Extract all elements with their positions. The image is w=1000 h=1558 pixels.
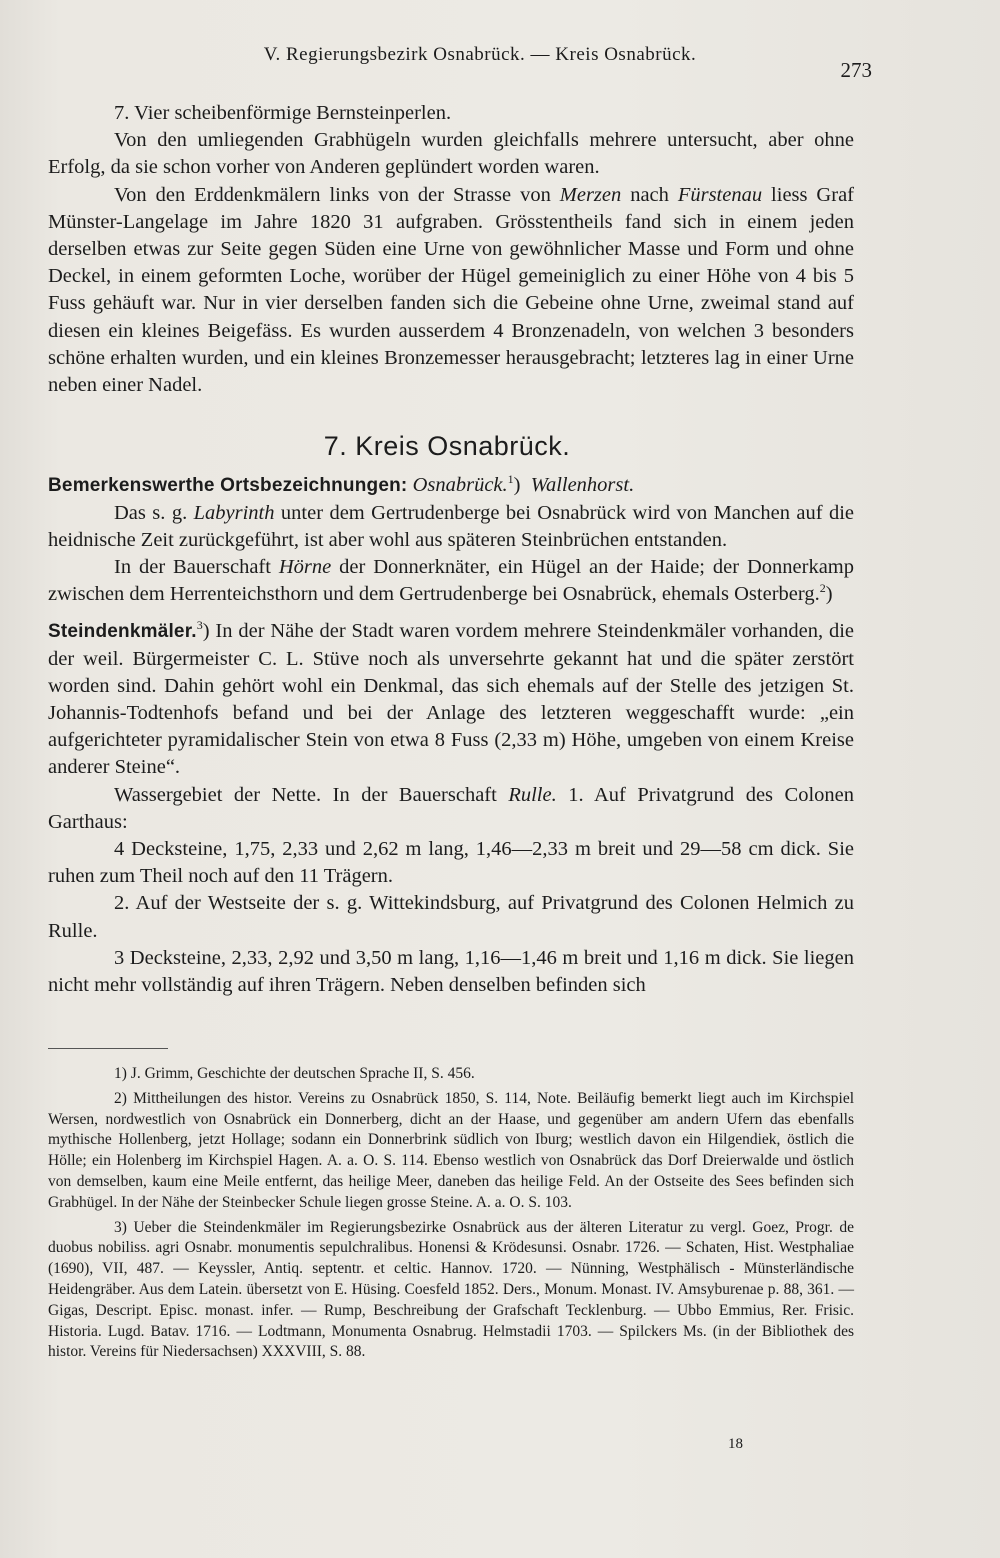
- footnote-ref-2: 2: [819, 581, 826, 596]
- footnote-mark: 1): [114, 1065, 127, 1082]
- footnote-ref-1: 1: [507, 472, 514, 487]
- ortsbezeichnungen-label: Bemerkenswerthe Ortsbezeichnungen:: [48, 475, 408, 497]
- paragraph-labyrinth: [48, 500, 854, 554]
- paragraph-nette: [48, 782, 854, 836]
- steindenkmaeler-label: Steindenkmäler.: [48, 621, 197, 643]
- footnote-1: [48, 1064, 854, 1085]
- erddenkmaeler-text-1: Von den Erddenkmälern links von der Strasse von: [114, 183, 560, 206]
- footnote-text: Ueber die Steindenkmäler im Regierungsbezirke Osnabrück aus der älteren Literatur zu vergl. Goez, Progr. de duobus nobiliss. agri Osnabr. monumentis sepulchralibus. Honensi & Krödesunsi. Osnabr. 1726. — Schaten, Hist. Westphaliae (1690), VII, 487. — Keyssler, Antiq. septentr. et celtic. Hannov. 1720. — Nünning, Westphälisch - Münsterländische Heidengräber. Aus dem Latein. übersetzt von E. Hüsing. Coesfeld 1852. Ders., Monum. Monast. IV. Amsyburenae p. 88, 361. — Gigas, Descript. Episc. monast. infer. — Rump, Beschreibung der Grafschaft Tecklenburg. — Ubbo Emmius, Rer. Frisic. Historia. Lugd. Batav. 1716. — Lodtmann, Monumenta Osnabrug. Helmstadii 1703. — Spilckers Ms. (in der Bibliothek des histor. Vereins für Niedersachsen) XXXVIII, S. 88.: [48, 1218, 854, 1361]
- footnote-text: J. Grimm, Geschichte der deutschen Sprache II, S. 456.: [130, 1065, 475, 1082]
- footnotes: [48, 1064, 854, 1367]
- erddenkmaeler-text-3: liess Graf Münster-Langelage im Jahre 1820 31 aufgraben. Grösstentheils fand sich in einem jeden derselben etwas zur Seite gegen Süden eine Urne von gewöhnlicher Masse und Form und ohne Deckel, in einem geformten Loche, worüber der Hügel gemeiniglich zu einer Höhe von 4 bis 5 Fuss gehäuft war. Nur in vier derselben fanden sich die Gebeine ohne Urne, zweimal stand auf diesen ein kleines Beigefäss. Es wurden ausserdem 4 Bronzenadeln, von welchen 3 besonders schöne erhalten wurden, und ein kleines Bronzemesser herausgebracht; letzteres lag in einer Urne neben einer Nadel.: [48, 183, 854, 397]
- spacer: [48, 608, 854, 618]
- printer-signature: 18: [728, 1436, 743, 1452]
- running-title: V. Regierungsbezirk Osnabrück. — Kreis Osnabrück.: [263, 44, 697, 65]
- section-number: 7.: [323, 431, 348, 462]
- paragraph-hoerne: In der Bauerschaft Hörne der Donnerknäter, ein Hügel an der Haide; der Donnerkamp zwischen dem Herrenteichsthorn und dem Gertrudenberge bei Osnabrück, ehemals Osterberg.$^2$): [48, 556, 854, 606]
- page-number: 273: [840, 58, 872, 82]
- labyrinth-text-1: Das s. g.: [114, 501, 194, 524]
- footnote-divider: [48, 1048, 168, 1049]
- footnote-2: [48, 1089, 854, 1214]
- hoerne-text-2: der Donnerknäter, ein Hügel an der Haide; der Donnerkamp zwischen dem Herrenteichsthorn und dem Gertrudenberge bei Osnabrück, ehemals Osterberg.: [48, 556, 854, 606]
- steindenkmaeler-text: In der Nähe der Stadt waren vordem mehrere Steindenkmäler vorhanden, die der weil. Bürgermeister C. L. Stüve noch als unversehrte gekannt hat und die später zerstört worden sind. Dahin gehört wohl ein Denkmal, das sich ehemals auf der Stelle des jetzigen St. Johannis-Todtenhofs befand und bei der Anlage des letzteren weggeschafft wurde: „ein aufgerichteter pyramidalischer Stein von etwa 8 Fuss (2,33 m) Höhe, umgeben von einem Kreise anderer Steine“.: [48, 620, 854, 779]
- place-wallenhorst: Wallenhorst.: [530, 474, 635, 497]
- erddenkmaeler-text-2: nach: [621, 183, 678, 206]
- place-osnabrueck: Osnabrück.: [412, 474, 508, 497]
- term-labyrinth: Labyrinth: [193, 501, 275, 524]
- hoerne-text-1: In der Bauerschaft: [114, 556, 279, 579]
- paragraph-steindenkmaeler: Steindenkmäler.$^3$) In der Nähe der Stadt waren vordem mehrere Steindenkmäler vorhanden, die der weil. Bürgermeister C. L. Stüve noch als unversehrte gekannt hat und die später zerstört worden sind. Dahin gehört wohl ein Denkmal, das sich ehemals auf der Stelle des jetzigen St. Johannis-Todtenhofs befand und bei der Anlage des letzteren weggeschafft wurde: „ein aufgerichteter pyramidalischer Stein von etwa 8 Fuss (2,33 m) Höhe, umgeben von einem Kreise anderer Steine“.: [48, 618, 854, 779]
- paragraph-grabhuegel: Von den umliegenden Grabhügeln wurden gleichfalls mehrere untersucht, aber ohne Erfolg, da sie schon vorher von Anderen geplündert worden waren.: [48, 129, 854, 179]
- footnote-mark: 3): [114, 1218, 127, 1236]
- place-merzen: Merzen: [559, 183, 622, 206]
- footnote-3: [48, 1218, 854, 1364]
- section-title: Kreis Osnabrück.: [355, 431, 571, 462]
- footnote-mark: 2): [114, 1089, 127, 1107]
- footnote-text: Mittheilungen des histor. Vereins zu Osnabrück 1850, S. 114, Note. Beiläufig bemerkt liegt auch im Kirchspiel Wersen, nordwestlich von Osnabrück ein Donnerberg, dicht an der Haase, und gegenüber am andern Ufern das ebenfalls mythische Hollenberg, jetzt Hollage; sodann ein Donnerbrink südlich von Iburg; westlich davon ein Hilgendiek, östlich die Hölle; ein Holenberg im Kirchspiel Hagen. A. a. O. S. 114. Ebenso westlich von Osnabrück das Dorf Dreierwalde und östlich von demselben, kaum eine Meile entfernt, das heilige Meer, daneben das heilige Feld. An der Ostseite des Sees befinden sich Grabhügel. In der Nähe der Steinbecker Schule liegen grosse Steine. A. a. O. S. 103.: [48, 1089, 854, 1211]
- footnote-ref-3: 3: [196, 618, 203, 633]
- place-rulle: Rulle.: [508, 783, 557, 806]
- place-fuerstenau: Fürstenau: [677, 183, 763, 206]
- labyrinth-text-2: unter dem Gertrudenberge bei Osnabrück wird von Manchen auf die heidnische Zeit zurückgeführt, ist aber wohl aus späteren Steinbrüchen entstanden.: [48, 501, 855, 551]
- section-heading: [48, 433, 854, 460]
- paragraph-westseite: 2. Auf der Westseite der s. g. Wittekindsburg, auf Privatgrund des Colonen Helmich zu Rulle.: [48, 892, 854, 942]
- ortsbezeichnungen-line: Bemerkenswerthe Ortsbezeichnungen: Osnabrück.$^1$) Wallenhorst.: [48, 472, 635, 497]
- nette-text-2: 1. Auf Privatgrund des Colonen Garthaus:: [48, 783, 854, 833]
- nette-text-1: Wassergebiet der Nette. In der Bauerschaft: [114, 783, 509, 806]
- paragraph-decksteine-2: 3 Decksteine, 2,33, 2,92 und 3,50 m lang, 1,16—1,46 m breit und 1,16 m dick. Sie liegen nicht mehr vollständig auf ihren Trägern. Neben denselben befinden sich: [48, 946, 854, 997]
- body-text: [48, 100, 854, 999]
- paragraph-decksteine-1: 4 Decksteine, 1,75, 2,33 und 2,62 m lang, 1,46—2,33 m breit und 29—58 cm dick. Sie ruhen zum Theil noch auf den 11 Trägern.: [48, 838, 854, 888]
- paragraph-erddenkmaeler: [48, 182, 854, 400]
- place-hoerne: Hörne: [278, 556, 332, 579]
- paragraph-bernsteinperlen: 7. Vier scheibenförmige Bernsteinperlen.: [114, 102, 452, 124]
